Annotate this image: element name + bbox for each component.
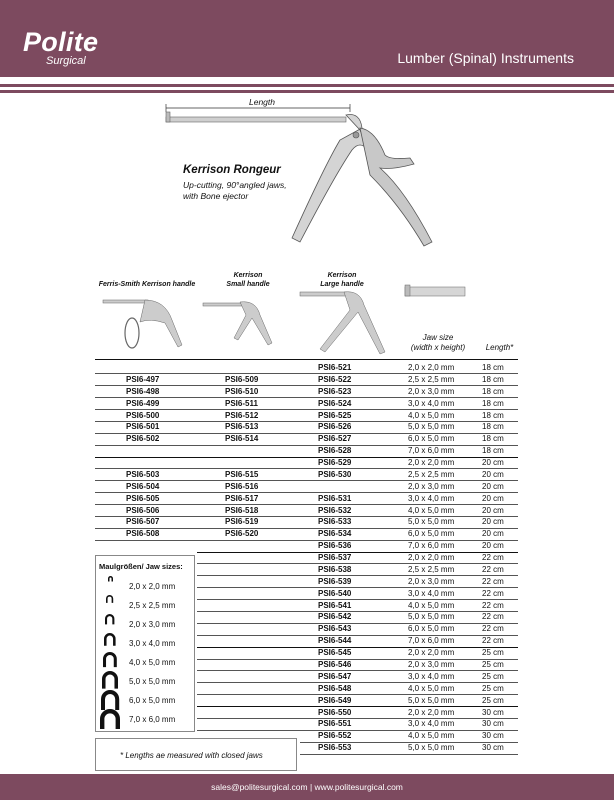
table-cell-large: PSI6-522 bbox=[318, 374, 352, 384]
table-cell-large: PSI6-530 bbox=[318, 469, 352, 479]
table-cell-small: PSI6-517 bbox=[225, 493, 259, 503]
table-cell-small: PSI6-516 bbox=[225, 481, 259, 491]
table-cell-length: 30 cm bbox=[482, 743, 504, 753]
table-cell-length: 20 cm bbox=[482, 469, 504, 479]
jaw-size-label: 4,0 x 5,0 mm bbox=[129, 658, 176, 667]
table-row-divider bbox=[95, 445, 518, 446]
footer-banner bbox=[0, 774, 614, 800]
table-cell-small: PSI6-513 bbox=[225, 422, 259, 432]
table-cell-jaw: 2,5 x 2,5 mm bbox=[408, 374, 455, 384]
divider-line bbox=[0, 90, 614, 93]
table-cell-length: 22 cm bbox=[482, 564, 504, 574]
table-cell-jaw: 3,0 x 4,0 mm bbox=[408, 671, 455, 681]
product-description: with Bone ejector bbox=[183, 191, 249, 201]
table-cell-jaw: 2,0 x 2,0 mm bbox=[408, 707, 455, 717]
table-cell-large: PSI6-543 bbox=[318, 624, 352, 634]
table-cell-jaw: 4,0 x 5,0 mm bbox=[408, 410, 455, 420]
table-row-divider bbox=[95, 516, 518, 517]
table-cell-jaw: 3,0 x 4,0 mm bbox=[408, 588, 455, 598]
table-cell-large: PSI6-529 bbox=[318, 458, 352, 468]
table-cell-small: PSI6-519 bbox=[225, 517, 259, 527]
logo-text: Polite bbox=[23, 27, 99, 57]
table-cell-ferris: PSI6-498 bbox=[126, 386, 160, 396]
table-cell-jaw: 4,0 x 5,0 mm bbox=[408, 683, 455, 693]
table-cell-length: 18 cm bbox=[482, 422, 504, 432]
large-handle-thumbnail bbox=[300, 292, 385, 354]
table-cell-length: 22 cm bbox=[482, 624, 504, 634]
table-cell-length: 20 cm bbox=[482, 481, 504, 491]
table-cell-jaw: 4,0 x 5,0 mm bbox=[408, 731, 455, 741]
jaw-size-label: 7,0 x 6,0 mm bbox=[129, 715, 176, 724]
jaw-size-label: 6,0 x 5,0 mm bbox=[129, 696, 176, 705]
table-cell-length: 18 cm bbox=[482, 363, 504, 372]
table-cell-length: 18 cm bbox=[482, 446, 504, 456]
table-row-divider bbox=[95, 409, 518, 410]
table-cell-small: PSI6-510 bbox=[225, 386, 259, 396]
table-cell-jaw: 6,0 x 5,0 mm bbox=[408, 529, 455, 539]
table-cell-length: 18 cm bbox=[482, 434, 504, 444]
table-cell-length: 20 cm bbox=[482, 493, 504, 503]
table-cell-jaw: 2,0 x 2,0 mm bbox=[408, 648, 455, 658]
column-header-jaw-l1: Jaw size bbox=[422, 333, 454, 342]
table-row-divider bbox=[95, 421, 518, 422]
product-description: Up-cutting, 90°angled jaws, bbox=[183, 180, 287, 190]
table-cell-jaw: 2,0 x 2,0 mm bbox=[408, 553, 455, 563]
jaw-size-label: 2,5 x 2,5 mm bbox=[129, 601, 176, 610]
footer-contact: sales@politesurgical.com | www.politesurgical.com bbox=[211, 782, 403, 792]
table-cell-length: 20 cm bbox=[482, 529, 504, 539]
column-header-large-l2: Large handle bbox=[320, 281, 364, 288]
table-row-divider bbox=[197, 682, 518, 683]
table-cell-ferris: PSI6-501 bbox=[126, 422, 160, 432]
table-cell-length: 25 cm bbox=[482, 695, 504, 705]
table-cell-jaw: 6,0 x 5,0 mm bbox=[408, 624, 455, 634]
table-cell-large: PSI6-546 bbox=[318, 660, 352, 669]
jaw-size-label: 2,0 x 2,0 mm bbox=[129, 582, 176, 591]
table-cell-large: PSI6-523 bbox=[318, 386, 352, 396]
column-header-large-l1: Kerrison bbox=[327, 272, 357, 279]
table-cell-jaw: 5,0 x 5,0 mm bbox=[408, 517, 455, 527]
table-cell-large: PSI6-524 bbox=[318, 398, 352, 408]
table-cell-jaw: 7,0 x 6,0 mm bbox=[408, 636, 455, 646]
table-cell-large: PSI6-533 bbox=[318, 517, 352, 527]
table-row-divider bbox=[95, 433, 518, 434]
table-row-divider bbox=[95, 457, 518, 458]
table-cell-large: PSI6-538 bbox=[318, 564, 352, 574]
column-header-small-l1: Kerrison bbox=[233, 272, 263, 279]
table-row-divider bbox=[197, 718, 518, 719]
jaw-size-label: 5,0 x 5,0 mm bbox=[129, 677, 176, 686]
column-header-length: Length* bbox=[485, 343, 514, 352]
table-cell-jaw: 2,5 x 2,5 mm bbox=[408, 469, 455, 479]
table-cell-ferris: PSI6-500 bbox=[126, 410, 160, 420]
table-cell-jaw: 2,0 x 3,0 mm bbox=[408, 660, 455, 669]
table-row-divider bbox=[300, 742, 518, 743]
table-row-divider bbox=[95, 397, 518, 398]
jaw-size-label: 3,0 x 4,0 mm bbox=[129, 639, 176, 648]
length-note-box bbox=[95, 738, 297, 771]
ferris-handle-thumbnail bbox=[103, 300, 182, 348]
table-cell-length: 22 cm bbox=[482, 588, 504, 598]
table-cell-jaw: 2,0 x 3,0 mm bbox=[408, 576, 455, 586]
table-row-divider bbox=[197, 659, 518, 660]
table-cell-large: PSI6-550 bbox=[318, 707, 352, 717]
table-cell-small: PSI6-520 bbox=[225, 529, 259, 539]
table-cell-ferris: PSI6-505 bbox=[126, 493, 160, 503]
table-cell-jaw: 3,0 x 4,0 mm bbox=[408, 398, 455, 408]
table-row-divider bbox=[197, 694, 518, 695]
table-cell-jaw: 4,0 x 5,0 mm bbox=[408, 505, 455, 515]
table-cell-large: PSI6-547 bbox=[318, 671, 352, 681]
table-cell-large: PSI6-552 bbox=[318, 731, 352, 741]
table-cell-large: PSI6-544 bbox=[318, 636, 352, 646]
table-cell-jaw: 2,5 x 2,5 mm bbox=[408, 564, 455, 574]
table-cell-large: PSI6-539 bbox=[318, 576, 352, 586]
table-cell-large: PSI6-525 bbox=[318, 410, 352, 420]
table-row-divider bbox=[95, 540, 518, 541]
table-row-divider bbox=[197, 611, 518, 612]
table-cell-large: PSI6-549 bbox=[318, 695, 352, 705]
table-cell-ferris: PSI6-508 bbox=[126, 529, 160, 539]
table-cell-length: 18 cm bbox=[482, 386, 504, 396]
table-cell-length: 25 cm bbox=[482, 648, 504, 658]
header-banner bbox=[0, 0, 614, 77]
table-cell-jaw: 5,0 x 5,0 mm bbox=[408, 422, 455, 432]
table-cell-large: PSI6-537 bbox=[318, 553, 352, 563]
product-name: Kerrison Rongeur bbox=[183, 164, 281, 176]
table-row-divider bbox=[197, 623, 518, 624]
table-cell-length: 30 cm bbox=[482, 731, 504, 741]
table-cell-large: PSI6-531 bbox=[318, 493, 352, 503]
table-row-divider bbox=[197, 670, 518, 671]
small-handle-thumbnail bbox=[203, 302, 272, 345]
table-cell-length: 18 cm bbox=[482, 374, 504, 384]
table-cell-length: 18 cm bbox=[482, 410, 504, 420]
table-cell-jaw: 2,0 x 3,0 mm bbox=[408, 386, 455, 396]
table-row-divider bbox=[300, 754, 518, 755]
table-cell-length: 22 cm bbox=[482, 600, 504, 610]
table-cell-ferris: PSI6-502 bbox=[126, 434, 160, 444]
jaw-shape-icon bbox=[100, 709, 124, 731]
table-cell-ferris: PSI6-503 bbox=[126, 469, 160, 479]
table-row-divider bbox=[197, 575, 518, 576]
table-cell-length: 18 cm bbox=[482, 398, 504, 408]
table-cell-length: 30 cm bbox=[482, 707, 504, 717]
table-cell-jaw: 6,0 x 5,0 mm bbox=[408, 434, 455, 444]
table-cell-jaw: 3,0 x 4,0 mm bbox=[408, 493, 455, 503]
page-title: Lumber (Spinal) Instruments bbox=[397, 50, 574, 66]
table-cell-ferris: PSI6-507 bbox=[126, 517, 160, 527]
table-cell-small: PSI6-509 bbox=[225, 374, 259, 384]
table-cell-length: 25 cm bbox=[482, 660, 504, 669]
table-row-divider bbox=[95, 504, 518, 505]
table-cell-large: PSI6-548 bbox=[318, 683, 352, 693]
table-row-divider bbox=[95, 480, 518, 481]
divider-line bbox=[0, 84, 614, 87]
table-cell-jaw: 3,0 x 4,0 mm bbox=[408, 719, 455, 729]
table-cell-jaw: 4,0 x 5,0 mm bbox=[408, 600, 455, 610]
length-note: * Lengths ae measured with closed jaws bbox=[120, 751, 263, 760]
table-cell-ferris: PSI6-506 bbox=[126, 505, 160, 515]
jaw-size-label: 2,0 x 3,0 mm bbox=[129, 620, 176, 629]
table-cell-jaw: 2,0 x 2,0 mm bbox=[408, 363, 455, 372]
table-cell-ferris: PSI6-499 bbox=[126, 398, 160, 408]
table-cell-large: PSI6-545 bbox=[318, 648, 352, 658]
table-row-divider bbox=[197, 599, 518, 600]
column-header-ferris: Ferris-Smith Kerrison handle bbox=[98, 281, 196, 288]
jaw-legend-title: Maulgrößen/ Jaw sizes: bbox=[99, 562, 183, 571]
table-cell-large: PSI6-553 bbox=[318, 743, 352, 753]
table-cell-large: PSI6-551 bbox=[318, 719, 352, 729]
table-row-divider bbox=[197, 587, 518, 588]
table-cell-length: 20 cm bbox=[482, 517, 504, 527]
handle-thumbnails bbox=[0, 280, 614, 360]
table-cell-large: PSI6-540 bbox=[318, 588, 352, 598]
table-cell-large: PSI6-534 bbox=[318, 529, 352, 539]
table-cell-jaw: 5,0 x 5,0 mm bbox=[408, 743, 455, 753]
table-cell-length: 22 cm bbox=[482, 576, 504, 586]
table-cell-large: PSI6-526 bbox=[318, 422, 352, 432]
table-cell-small: PSI6-515 bbox=[225, 469, 259, 479]
table-cell-ferris: PSI6-504 bbox=[126, 481, 160, 491]
table-row-divider bbox=[95, 468, 518, 469]
table-cell-large: PSI6-532 bbox=[318, 505, 352, 515]
table-cell-length: 22 cm bbox=[482, 553, 504, 563]
table-cell-large: PSI6-527 bbox=[318, 434, 352, 444]
table-row-divider bbox=[197, 706, 518, 707]
table-row-divider bbox=[197, 635, 518, 636]
table-cell-jaw: 5,0 x 5,0 mm bbox=[408, 695, 455, 705]
table-row-divider bbox=[95, 373, 518, 374]
table-cell-large: PSI6-536 bbox=[318, 541, 352, 551]
table-cell-large: PSI6-521 bbox=[318, 363, 352, 372]
table-row-divider bbox=[95, 492, 518, 493]
table-row-divider bbox=[197, 730, 518, 731]
table-cell-length: 22 cm bbox=[482, 612, 504, 622]
logo-subtext: Surgical bbox=[46, 55, 86, 67]
table-row-divider bbox=[197, 563, 518, 564]
rongeur-illustration bbox=[0, 95, 614, 255]
jaw-tip-thumbnail bbox=[405, 285, 465, 296]
table-cell-small: PSI6-514 bbox=[225, 434, 259, 444]
table-cell-jaw: 7,0 x 6,0 mm bbox=[408, 541, 455, 551]
table-cell-large: PSI6-542 bbox=[318, 612, 352, 622]
table-row-divider bbox=[197, 552, 518, 553]
column-header-small-l2: Small handle bbox=[226, 281, 270, 288]
table-cell-jaw: 5,0 x 5,0 mm bbox=[408, 612, 455, 622]
table-cell-jaw: 2,0 x 3,0 mm bbox=[408, 481, 455, 491]
table-cell-length: 25 cm bbox=[482, 671, 504, 681]
table-cell-small: PSI6-518 bbox=[225, 505, 259, 515]
length-dimension-label: Length bbox=[249, 97, 275, 107]
table-cell-large: PSI6-528 bbox=[318, 446, 352, 456]
table-cell-large: PSI6-541 bbox=[318, 600, 352, 610]
column-header-jaw-l2: (width x height) bbox=[410, 343, 466, 352]
table-cell-ferris: PSI6-497 bbox=[126, 374, 160, 384]
table-row-divider bbox=[95, 385, 518, 386]
table-row-divider bbox=[95, 528, 518, 529]
table-cell-small: PSI6-511 bbox=[225, 398, 258, 408]
table-cell-length: 20 cm bbox=[482, 505, 504, 515]
table-cell-jaw: 7,0 x 6,0 mm bbox=[408, 446, 455, 456]
table-cell-small: PSI6-512 bbox=[225, 410, 259, 420]
table-cell-jaw: 2,0 x 2,0 mm bbox=[408, 458, 455, 468]
jaw-size-legend bbox=[95, 555, 195, 732]
table-cell-length: 22 cm bbox=[482, 636, 504, 646]
table-cell-length: 20 cm bbox=[482, 541, 504, 551]
table-row-divider bbox=[197, 647, 518, 648]
table-cell-length: 30 cm bbox=[482, 719, 504, 729]
table-cell-length: 20 cm bbox=[482, 458, 504, 468]
table-cell-length: 25 cm bbox=[482, 683, 504, 693]
